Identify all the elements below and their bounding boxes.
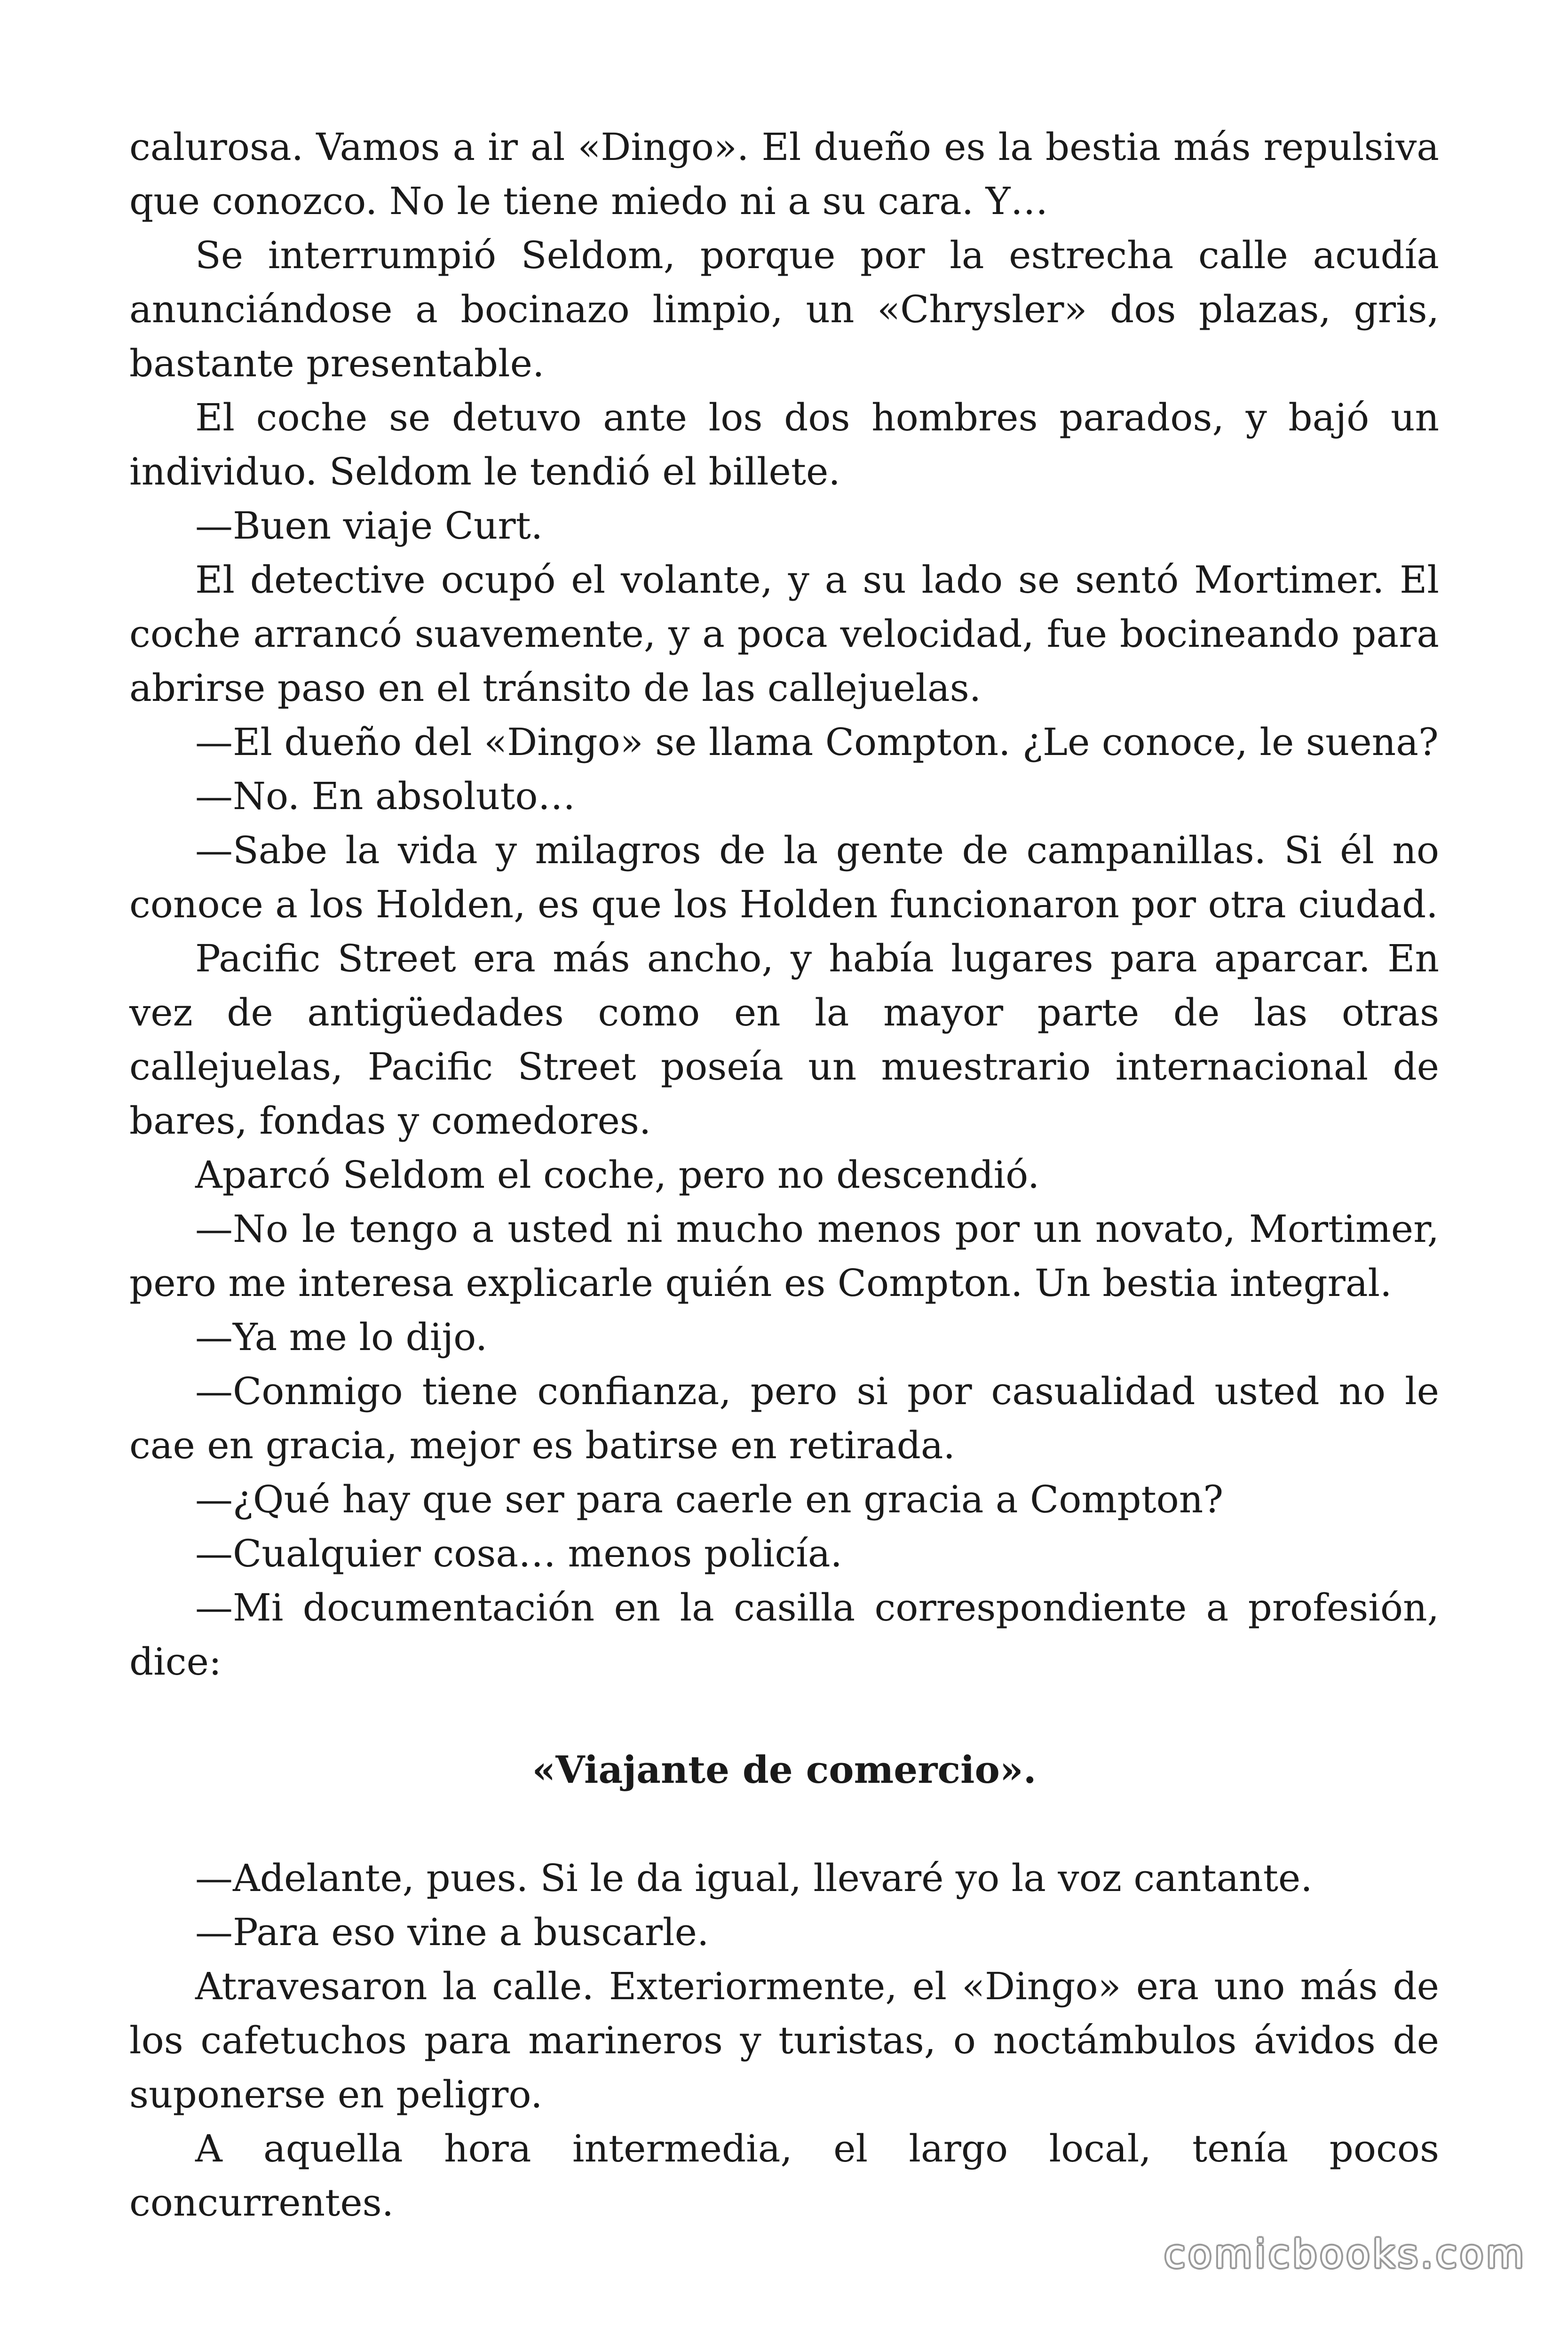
watermark: comicbooks.com [1164, 2232, 1527, 2277]
dialogue-line: —El dueño del «Dingo» se llama Compton. ¿Le conoce, le suena? [195, 720, 1439, 764]
paragraph: Se interrumpió Seldom, porque por la estrecha calle acudía anunciándose a bocinazo limpio, un «Chrysler» dos plazas, gris, bastante presentable. [129, 233, 1439, 385]
dialogue-line: —Buen viaje Curt. [195, 504, 543, 548]
paragraph: A aquella hora intermedia, el largo local, tenía pocos concurrentes. [129, 2127, 1439, 2225]
paragraph: calurosa. Vamos a ir al «Dingo». El dueño es la bestia más repulsiva que conozco. No le tiene miedo ni a su cara. Y… [129, 125, 1439, 223]
paragraph: Pacific Street era más ancho, y había lugares para aparcar. En vez de antigüedades como en la mayor parte de las otras callejuelas, Pacific Street poseía un muestrario internacional de bares, fondas y comedores. [129, 937, 1439, 1143]
dialogue-line: —¿Qué hay que ser para caerle en gracia a Compton? [195, 1478, 1224, 1521]
paragraph: El coche se detuvo ante los dos hombres parados, y bajó un individuo. Seldom le tendió el billete. [129, 396, 1439, 493]
dialogue-line: —Ya me lo dijo. [195, 1315, 488, 1359]
dialogue-line: —Cualquier cosa… menos policía. [195, 1532, 842, 1575]
paragraph: Aparcó Seldom el coche, pero no descendió. [195, 1153, 1040, 1197]
book-page [129, 120, 1439, 2230]
centered-heading: «Viajante de comercio». [532, 1748, 1037, 1792]
dialogue-line: —Conmigo tiene confianza, pero si por casualidad usted no le cae en gracia, mejor es batirse en retirada. [129, 1369, 1439, 1467]
dialogue-line: —Sabe la vida y milagros de la gente de campanillas. Si él no conoce a los Holden, es que los Holden funcionaron por otra ciudad. [129, 828, 1439, 926]
dialogue-line: —Para eso vine a buscarle. [195, 1910, 709, 1954]
dialogue-line: —Mi documentación en la casilla correspondiente a profesión, dice: [129, 1586, 1439, 1684]
dialogue-line: —No. En absoluto… [195, 774, 576, 818]
dialogue-line: —No le tengo a usted ni mucho menos por un novato, Mortimer, pero me interesa explicarle quién es Compton. Un bestia integral. [129, 1207, 1439, 1305]
paragraph: Atravesaron la calle. Exteriormente, el «Dingo» era uno más de los cafetuchos para marineros y turistas, o noctámbulos ávidos de suponerse en peligro. [129, 1964, 1439, 2116]
paragraph: El detective ocupó el volante, y a su lado se sentó Mortimer. El coche arrancó suavemente, y a poca velocidad, fue bocineando para abrirse paso en el tránsito de las callejuelas. [129, 558, 1439, 710]
dialogue-line: —Adelante, pues. Si le da igual, llevaré yo la voz cantante. [195, 1856, 1313, 1900]
